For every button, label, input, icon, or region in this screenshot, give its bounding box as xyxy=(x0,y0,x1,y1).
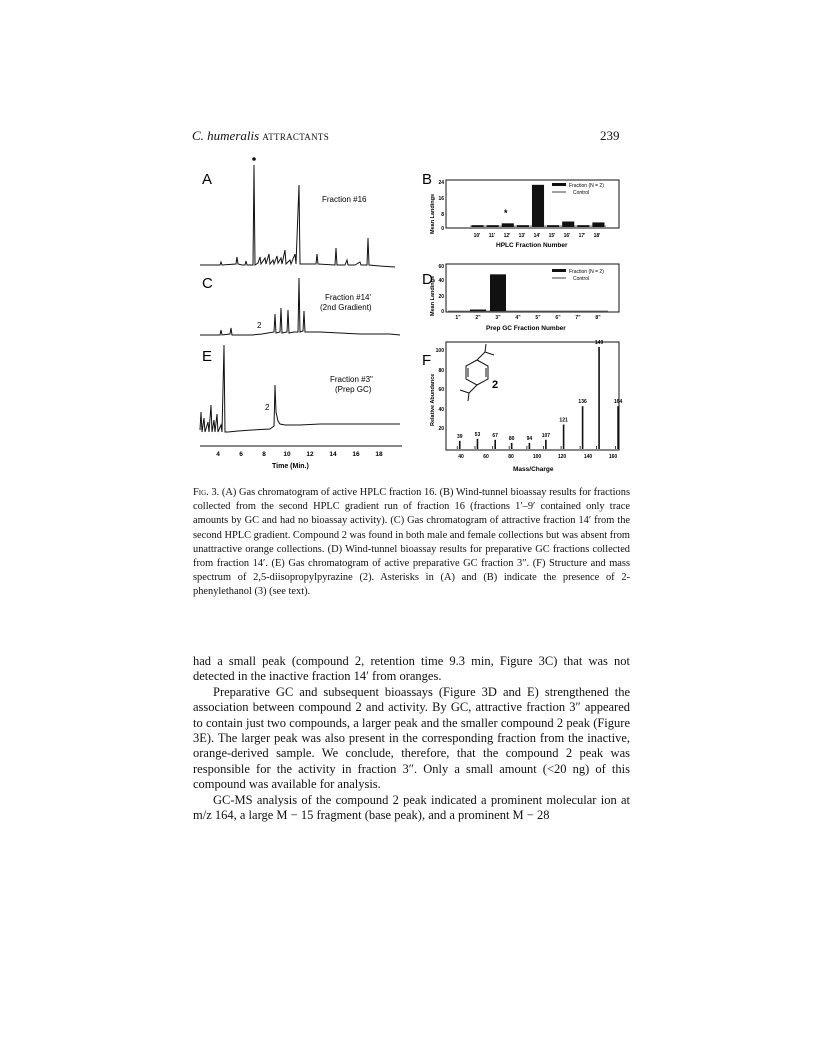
legend-fraction-label: Fraction (N = 2) xyxy=(569,183,604,189)
panel-d-ylabel: Mean Landings xyxy=(430,275,436,316)
panel-c-label-line2: (2nd Gradient) xyxy=(320,303,372,312)
panel-letter-e: E xyxy=(202,348,213,365)
panel-f-xtick: 140 xyxy=(583,454,593,460)
ms-peak-label: 164 xyxy=(613,399,623,406)
ms-peak-label: 80 xyxy=(508,435,515,442)
panel-d-xtick: 7" xyxy=(575,315,581,321)
panel-letter-c: C xyxy=(202,275,213,292)
panel-b-xticks xyxy=(474,233,601,239)
panel-d-xlabel: Prep GC Fraction Number xyxy=(486,325,566,332)
bar-fraction xyxy=(490,274,506,311)
panel-f-ytick: 80 xyxy=(438,368,444,374)
panel-e-label-line2: (Prep GC) xyxy=(335,385,372,394)
time-tick: 6 xyxy=(239,451,243,458)
panel-b-xlabel: HPLC Fraction Number xyxy=(496,242,568,249)
panel-f xyxy=(430,340,622,473)
panel-f-xticks xyxy=(458,454,617,460)
body-paragraph: GC-MS analysis of the compound 2 peak indicated a prominent molecular ion at m/z 164, a large M − 15 fragment (base peak), and a prominent M − 28 xyxy=(193,792,630,823)
panel-f-ytick: 40 xyxy=(438,407,444,413)
panel-f-xlabel: Mass/Charge xyxy=(513,466,554,473)
panel-d-ytick: 0 xyxy=(441,309,444,315)
panel-d-xtick: 3" xyxy=(495,315,501,321)
panel-b-ytick: 8 xyxy=(441,212,444,218)
legend-control-label: Control xyxy=(573,190,590,196)
panel-a-label: Fraction #16 xyxy=(322,195,367,204)
panel-d-xtick: 4" xyxy=(515,315,521,321)
panel-b-xtick: 10' xyxy=(473,233,481,239)
panel-f-frame xyxy=(446,342,619,450)
ms-peak-label: 121 xyxy=(559,417,568,424)
panel-f-xtick: 100 xyxy=(532,454,542,460)
panel-d-xtick: 6" xyxy=(555,315,561,321)
figure-caption xyxy=(193,486,630,600)
bar-fraction xyxy=(502,223,514,227)
time-tick: 4 xyxy=(216,451,220,458)
time-tick: 10 xyxy=(283,451,291,458)
running-header xyxy=(192,128,329,144)
ms-peak-label: 136 xyxy=(578,399,587,406)
time-axis-label: Time (Min.) xyxy=(272,463,309,470)
panel-b-xtick: 11' xyxy=(488,233,496,239)
time-tick: 8 xyxy=(262,451,266,458)
running-title-rest: attractants xyxy=(262,128,330,143)
page-number: 239 xyxy=(600,128,620,143)
panel-d-ytick: 60 xyxy=(438,264,444,270)
panel-b-asterisk: * xyxy=(504,208,508,218)
panel-d-xtick: 2" xyxy=(475,315,481,321)
panel-f-ylabel: Relative Abundance xyxy=(430,373,436,426)
ms-peak-label: 53 xyxy=(474,431,481,438)
body-paragraph: Preparative GC and subsequent bioassays (Figure 3D and E) strengthened the association between compound 2 and activity. By GC, attractive fraction 3″ appeared to contain just two compounds, a larger peak and the smaller compound 2 peak (Figure 3E). The larger peak was also present in the corresponding fraction from the inactive, orange-derived sample. We conclude, therefore, that the compound 2 peak was responsible for the activity in fraction 3″. Only a small amount (<20 ng) of this compound was available for analysis. xyxy=(193,684,630,792)
chromatogram-a xyxy=(200,165,395,267)
time-tick: 14 xyxy=(329,451,337,458)
ms-peak-label: 149 xyxy=(594,340,604,346)
panel-d-xtick: 8" xyxy=(595,315,601,321)
panel-d-xtick: 5" xyxy=(535,315,541,321)
panel-b-ylabel: Mean Landings xyxy=(430,193,436,234)
caption-fig-label: Fig. 3. xyxy=(193,487,220,498)
panel-d-ytick: 20 xyxy=(438,294,444,300)
panel-f-xtick: 120 xyxy=(557,454,567,460)
legend-fraction-label: Fraction (N = 2) xyxy=(569,269,604,275)
panel-c-label-line1: Fraction #14' xyxy=(325,293,371,302)
panel-f-ytick: 100 xyxy=(435,348,444,354)
panel-e-label-line1: Fraction #3" xyxy=(330,375,373,384)
panel-c-compound-marker: 2 xyxy=(257,321,262,330)
pyrazine-structure-icon xyxy=(460,344,494,401)
panel-f-xtick: 60 xyxy=(483,454,489,460)
panel-b-xtick: 15' xyxy=(548,233,556,239)
ms-peak-label: 94 xyxy=(526,435,533,442)
chromatogram-a-trace xyxy=(200,165,395,267)
ms-peak-label: 107 xyxy=(541,432,551,439)
panel-d xyxy=(430,264,619,332)
body-paragraph: had a small peak (compound 2, retention time 9.3 min, Figure 3C) that was not detected in the inactive fraction 14′ from oranges. xyxy=(193,654,630,684)
panel-f-ytick: 60 xyxy=(438,387,444,393)
panel-letter-d: D xyxy=(422,271,433,288)
panel-letter-b: B xyxy=(422,171,433,188)
panel-f-xtick: 80 xyxy=(508,454,514,460)
time-tick: 16 xyxy=(352,451,360,458)
panel-letter-f: F xyxy=(422,352,432,369)
panel-b-xtick: 12' xyxy=(503,233,511,239)
panel-letter-a: A xyxy=(202,171,213,188)
panel-b-ytick: 0 xyxy=(441,226,444,232)
panel-b-xtick: 16' xyxy=(563,233,571,239)
chromatogram-a-asterisk xyxy=(252,157,256,161)
running-title-species: C. humeralis xyxy=(192,128,260,143)
legend-fraction-swatch xyxy=(552,269,566,272)
panel-f-xtick: 160 xyxy=(608,454,618,460)
bar-fraction xyxy=(532,185,544,227)
panel-f-xtick: 40 xyxy=(458,454,464,460)
panel-b-xtick: 14' xyxy=(533,233,541,239)
panel-b-legend xyxy=(552,183,604,196)
panel-b-xtick: 18' xyxy=(593,233,601,239)
panel-d-ytick: 40 xyxy=(438,278,444,284)
figure-3 xyxy=(190,150,640,480)
time-tick: 12 xyxy=(306,451,314,458)
legend-fraction-swatch xyxy=(552,183,566,186)
panel-b xyxy=(430,180,619,249)
structure-compound-number: 2 xyxy=(492,379,499,391)
panel-d-legend xyxy=(552,269,604,282)
time-tick: 18 xyxy=(375,451,383,458)
panel-b-ytick: 24 xyxy=(438,180,444,186)
body-text xyxy=(193,654,630,823)
panel-f-ytick: 20 xyxy=(438,426,444,432)
time-axis-ticks xyxy=(216,451,383,458)
panel-d-xticks xyxy=(455,315,601,321)
panel-e-compound-marker: 2 xyxy=(265,403,270,412)
legend-control-label: Control xyxy=(573,276,590,282)
caption-text: (A) Gas chromatogram of active HPLC fraction 16. (B) Wind-tunnel bioassay results for fractions collected from the second HPLC gradient run of fraction 16 (fractions 1′–9′ contained only trace amounts by GC and had no bioassay activity). (C) Gas chromatogram of attractive fraction 14′ from the second HPLC gradient. Compound 2 was found in both male and female collections but was absent from unattractive orange collections. (D) Wind-tunnel bioassay results for preparative GC fractions collected from fraction 14′. (E) Gas chromatogram of active preparative GC fraction 3″. (F) Structure and mass spectrum of 2,5-diisopropylpyrazine (2). Asterisks in (A) and (B) indicate the presence of 2-phenylethanol (3) (see text). xyxy=(193,487,630,598)
panel-b-ytick: 16 xyxy=(438,196,444,202)
ms-peak-label: 39 xyxy=(456,433,463,440)
panel-d-xtick: 1" xyxy=(455,315,461,321)
ms-peak-label: 67 xyxy=(492,432,498,439)
panel-b-xtick: 17' xyxy=(578,233,586,239)
panel-b-xtick: 13' xyxy=(518,233,526,239)
